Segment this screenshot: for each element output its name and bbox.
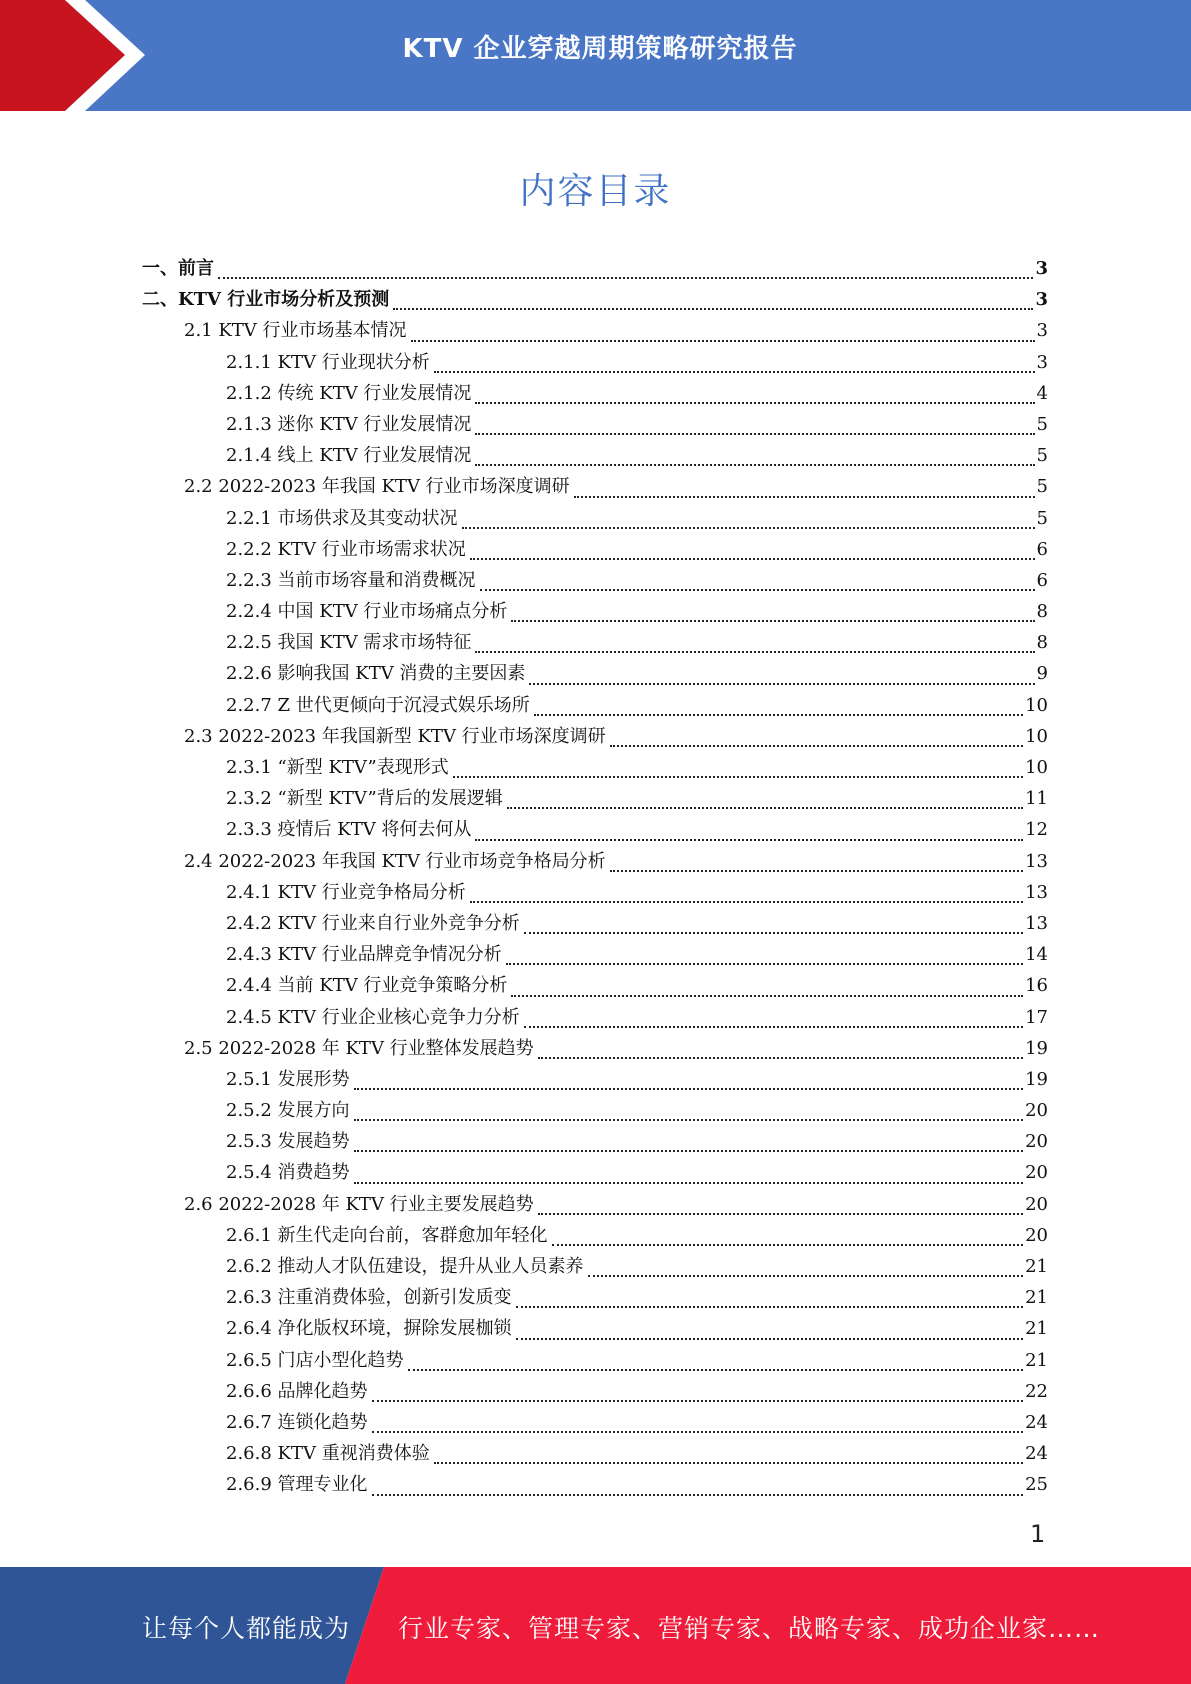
toc-entry[interactable] bbox=[142, 440, 1048, 471]
toc-entry-page: 20 bbox=[1025, 1162, 1048, 1184]
toc-entry-label: 2.4.3 KTV 行业品牌竞争情况分析 bbox=[226, 944, 502, 966]
toc-dot-leader bbox=[470, 558, 1035, 560]
toc-entry-page: 13 bbox=[1025, 912, 1048, 934]
toc-entry-page: 3 bbox=[1035, 258, 1048, 279]
toc-entry[interactable] bbox=[142, 783, 1048, 814]
footer-banner bbox=[0, 1567, 1191, 1684]
toc-dot-leader bbox=[511, 995, 1023, 997]
toc-entry[interactable] bbox=[142, 471, 1048, 502]
toc-dot-leader bbox=[462, 527, 1035, 529]
toc-entry-label: 2.1.2 传统 KTV 行业发展情况 bbox=[226, 382, 472, 404]
toc-entry-page: 11 bbox=[1025, 788, 1048, 810]
toc-entry[interactable] bbox=[142, 877, 1048, 908]
toc-entry-page: 24 bbox=[1025, 1411, 1048, 1433]
toc-entry[interactable] bbox=[142, 1064, 1048, 1095]
toc-dot-leader bbox=[411, 340, 1035, 342]
toc-dot-leader bbox=[434, 1462, 1023, 1464]
toc-heading: 内容目录 bbox=[519, 171, 672, 212]
toc-entry-page: 5 bbox=[1036, 445, 1048, 467]
toc-entry-page: 10 bbox=[1025, 694, 1048, 716]
toc-entry-page: 3 bbox=[1036, 351, 1048, 373]
toc-entry[interactable] bbox=[142, 814, 1048, 845]
toc-dot-leader bbox=[453, 776, 1023, 778]
toc-entry-label: 2.5.2 发展方向 bbox=[226, 1100, 350, 1122]
toc-dot-leader bbox=[475, 433, 1034, 435]
toc-dot-leader bbox=[516, 1306, 1024, 1308]
toc-entry-label: 2.5.1 发展形势 bbox=[226, 1068, 350, 1090]
toc-dot-leader bbox=[610, 745, 1023, 747]
toc-entry-page: 22 bbox=[1025, 1380, 1048, 1402]
toc-entry-label: 二、KTV 行业市场分析及预测 bbox=[142, 289, 390, 311]
toc-entry[interactable] bbox=[142, 596, 1048, 627]
toc-entry[interactable] bbox=[142, 284, 1048, 315]
toc-entry-label: 2.2.1 市场供求及其变动状况 bbox=[226, 507, 458, 529]
toc-entry-page: 13 bbox=[1025, 850, 1048, 872]
toc-entry-label: 2.6 2022-2028 年 KTV 行业主要发展趋势 bbox=[184, 1193, 534, 1215]
toc-entry-page: 12 bbox=[1025, 819, 1048, 841]
toc-entry[interactable] bbox=[142, 627, 1048, 658]
toc-entry[interactable] bbox=[142, 908, 1048, 939]
toc-entry-page: 13 bbox=[1025, 881, 1048, 903]
toc-entry[interactable] bbox=[142, 378, 1048, 409]
toc-entry-label: 2.4.1 KTV 行业竞争格局分析 bbox=[226, 881, 466, 903]
toc-entry-page: 19 bbox=[1025, 1068, 1048, 1090]
toc-dot-leader bbox=[354, 1182, 1024, 1184]
toc-entry-page: 4 bbox=[1036, 382, 1048, 404]
toc-dot-leader bbox=[516, 1338, 1024, 1340]
toc-entry-page: 20 bbox=[1025, 1224, 1048, 1246]
toc-dot-leader bbox=[529, 683, 1034, 685]
toc-entry[interactable] bbox=[142, 1282, 1048, 1313]
toc-entry-page: 20 bbox=[1025, 1100, 1048, 1122]
toc-entry[interactable] bbox=[142, 253, 1048, 284]
toc-entry-page: 14 bbox=[1025, 944, 1048, 966]
toc-entry[interactable] bbox=[142, 939, 1048, 970]
toc-entry-label: 2.4.2 KTV 行业来自行业外竞争分析 bbox=[226, 912, 520, 934]
toc-dot-leader bbox=[538, 1213, 1023, 1215]
toc-dot-leader bbox=[506, 963, 1023, 965]
toc-entry-page: 21 bbox=[1025, 1349, 1048, 1371]
toc-entry-label: 2.5.4 消费趋势 bbox=[226, 1162, 350, 1184]
toc-entry-page: 16 bbox=[1025, 975, 1048, 997]
toc-dot-leader bbox=[511, 620, 1034, 622]
toc-entry-label: 2.2.3 当前市场容量和消费概况 bbox=[226, 569, 476, 591]
toc-entry-label: 2.3.3 疫情后 KTV 将何去何从 bbox=[226, 819, 472, 841]
toc-entry-label: 2.2.6 影响我国 KTV 消费的主要因素 bbox=[226, 663, 526, 685]
toc-entry-page: 8 bbox=[1036, 632, 1048, 654]
toc-dot-leader bbox=[534, 714, 1023, 716]
toc-entry-label: 2.1.3 迷你 KTV 行业发展情况 bbox=[226, 413, 472, 435]
toc-dot-leader bbox=[475, 651, 1034, 653]
toc-entry-label: 2.6.9 管理专业化 bbox=[226, 1474, 368, 1496]
toc-dot-leader bbox=[470, 901, 1023, 903]
toc-dot-leader bbox=[354, 1119, 1024, 1121]
toc-entry[interactable] bbox=[142, 1126, 1048, 1157]
toc-entry-page: 3 bbox=[1035, 289, 1048, 311]
toc-dot-leader bbox=[552, 1244, 1024, 1246]
toc-entry[interactable] bbox=[142, 970, 1048, 1001]
toc-entry[interactable] bbox=[142, 1033, 1048, 1064]
toc-dot-leader bbox=[475, 402, 1034, 404]
toc-entry-label: 2.6.4 净化版权环境，摒除发展枷锁 bbox=[226, 1318, 512, 1340]
toc-entry[interactable] bbox=[142, 1313, 1048, 1344]
footer-slogan-right: 行业专家、管理专家、营销专家、战略专家、成功企业家…… bbox=[398, 1614, 1101, 1643]
toc-dot-leader bbox=[538, 1057, 1023, 1059]
toc-entry-label: 2.2.2 KTV 行业市场需求状况 bbox=[226, 538, 466, 560]
toc-entry-label: 2.6.2 推动人才队伍建设，提升从业人员素养 bbox=[226, 1256, 584, 1277]
toc-entry-label: 2.4.5 KTV 行业企业核心竞争力分析 bbox=[226, 1006, 520, 1028]
toc-dot-leader bbox=[475, 464, 1034, 466]
toc-entry[interactable] bbox=[142, 1251, 1048, 1282]
toc-entry-page: 24 bbox=[1025, 1443, 1048, 1465]
toc-entry-page: 19 bbox=[1025, 1037, 1048, 1059]
toc-entry-label: 一、前言 bbox=[142, 258, 214, 279]
toc-entry[interactable] bbox=[142, 503, 1048, 534]
toc-dot-leader bbox=[372, 1494, 1024, 1496]
footer-slogan-left: 让每个人都能成为 bbox=[142, 1614, 351, 1643]
toc-dot-leader bbox=[354, 1088, 1024, 1090]
toc-dot-leader bbox=[588, 1275, 1024, 1277]
toc-entry-page: 10 bbox=[1025, 725, 1048, 747]
toc-entry-page: 20 bbox=[1025, 1131, 1048, 1153]
toc-dot-leader bbox=[434, 371, 1035, 373]
toc-entry[interactable] bbox=[142, 565, 1048, 596]
toc-entry-label: 2.1 KTV 行业市场基本情况 bbox=[184, 320, 407, 342]
toc-entry-label: 2.2.5 我国 KTV 需求市场特征 bbox=[226, 632, 472, 654]
header-banner bbox=[0, 0, 1191, 111]
toc-entry-page: 21 bbox=[1025, 1287, 1048, 1309]
toc-entry[interactable] bbox=[142, 658, 1048, 689]
toc-entry-label: 2.6.6 品牌化趋势 bbox=[226, 1380, 368, 1402]
toc-dot-leader bbox=[524, 1026, 1023, 1028]
toc-entry[interactable] bbox=[142, 1157, 1048, 1188]
toc-entry-label: 2.3 2022-2023 年我国新型 KTV 行业市场深度调研 bbox=[184, 725, 606, 747]
toc-entry[interactable] bbox=[142, 1407, 1048, 1438]
toc-entry-page: 21 bbox=[1025, 1256, 1048, 1277]
toc-dot-leader bbox=[372, 1400, 1024, 1402]
toc-entry[interactable] bbox=[142, 1376, 1048, 1407]
toc-dot-leader bbox=[524, 932, 1023, 934]
toc-entry-label: 2.1.1 KTV 行业现状分析 bbox=[226, 351, 430, 373]
toc-entry-page: 5 bbox=[1036, 413, 1048, 435]
toc-entry-page: 20 bbox=[1025, 1193, 1048, 1215]
toc-entry[interactable] bbox=[142, 347, 1048, 378]
toc-entry-page: 5 bbox=[1036, 476, 1048, 498]
toc-dot-leader bbox=[393, 308, 1033, 310]
toc-dot-leader bbox=[610, 870, 1023, 872]
toc-dot-leader bbox=[354, 1150, 1024, 1152]
toc-entry-label: 2.6.7 连锁化趋势 bbox=[226, 1411, 368, 1433]
toc-entry-page: 25 bbox=[1025, 1474, 1048, 1496]
toc-entry-page: 6 bbox=[1036, 569, 1048, 591]
toc-entry[interactable] bbox=[142, 1345, 1048, 1376]
toc-entry-label: 2.3.2 “新型 KTV”背后的发展逻辑 bbox=[226, 788, 503, 810]
toc-entry[interactable] bbox=[142, 315, 1048, 346]
toc-entry-label: 2.1.4 线上 KTV 行业发展情况 bbox=[226, 445, 472, 467]
toc-dot-leader bbox=[480, 589, 1035, 591]
toc-dot-leader bbox=[218, 277, 1033, 279]
toc-entry-label: 2.2.4 中国 KTV 行业市场痛点分析 bbox=[226, 601, 508, 623]
toc-dot-leader bbox=[507, 807, 1023, 809]
toc-entry[interactable] bbox=[142, 1095, 1048, 1126]
toc-entry-page: 21 bbox=[1025, 1318, 1048, 1340]
toc-entry-label: 2.4.4 当前 KTV 行业竞争策略分析 bbox=[226, 975, 508, 997]
toc-entry-label: 2.6.5 门店小型化趋势 bbox=[226, 1349, 404, 1371]
table-of-contents bbox=[142, 253, 1048, 1501]
toc-dot-leader bbox=[372, 1431, 1024, 1433]
toc-entry-page: 17 bbox=[1025, 1006, 1048, 1028]
toc-entry[interactable] bbox=[142, 846, 1048, 877]
toc-entry[interactable] bbox=[142, 1002, 1048, 1033]
toc-entry[interactable] bbox=[142, 409, 1048, 440]
toc-entry-page: 3 bbox=[1036, 320, 1048, 342]
toc-entry-label: 2.6.1 新生代走向台前，客群愈加年轻化 bbox=[226, 1224, 548, 1246]
toc-entry-label: 2.6.3 注重消费体验，创新引发质变 bbox=[226, 1287, 512, 1309]
toc-entry[interactable] bbox=[142, 752, 1048, 783]
toc-entry-label: 2.4 2022-2023 年我国 KTV 行业市场竞争格局分析 bbox=[184, 850, 606, 872]
toc-entry-page: 9 bbox=[1036, 663, 1048, 685]
page-number: 1 bbox=[1030, 1520, 1046, 1548]
toc-entry-label: 2.2.7 Z 世代更倾向于沉浸式娱乐场所 bbox=[226, 694, 530, 716]
toc-entry-page: 6 bbox=[1036, 538, 1048, 560]
toc-entry-page: 8 bbox=[1036, 601, 1048, 623]
toc-entry[interactable] bbox=[142, 534, 1048, 565]
toc-entry[interactable] bbox=[142, 1438, 1048, 1469]
toc-entry[interactable] bbox=[142, 1469, 1048, 1500]
toc-entry-page: 10 bbox=[1025, 757, 1048, 778]
report-title: KTV 企业穿越周期策略研究报告 bbox=[402, 34, 798, 64]
toc-entry-label: 2.3.1 “新型 KTV”表现形式 bbox=[226, 757, 449, 778]
toc-dot-leader bbox=[574, 496, 1035, 498]
toc-dot-leader bbox=[408, 1369, 1024, 1371]
toc-dot-leader bbox=[475, 839, 1023, 841]
toc-entry-label: 2.2 2022-2023 年我国 KTV 行业市场深度调研 bbox=[184, 476, 570, 498]
toc-entry-label: 2.6.8 KTV 重视消费体验 bbox=[226, 1443, 430, 1465]
toc-entry-label: 2.5.3 发展趋势 bbox=[226, 1131, 350, 1153]
toc-entry[interactable] bbox=[142, 1220, 1048, 1251]
toc-entry[interactable] bbox=[142, 690, 1048, 721]
toc-entry-label: 2.5 2022-2028 年 KTV 行业整体发展趋势 bbox=[184, 1037, 534, 1059]
toc-entry[interactable] bbox=[142, 1189, 1048, 1220]
toc-entry-page: 5 bbox=[1036, 507, 1048, 529]
toc-entry[interactable] bbox=[142, 721, 1048, 752]
